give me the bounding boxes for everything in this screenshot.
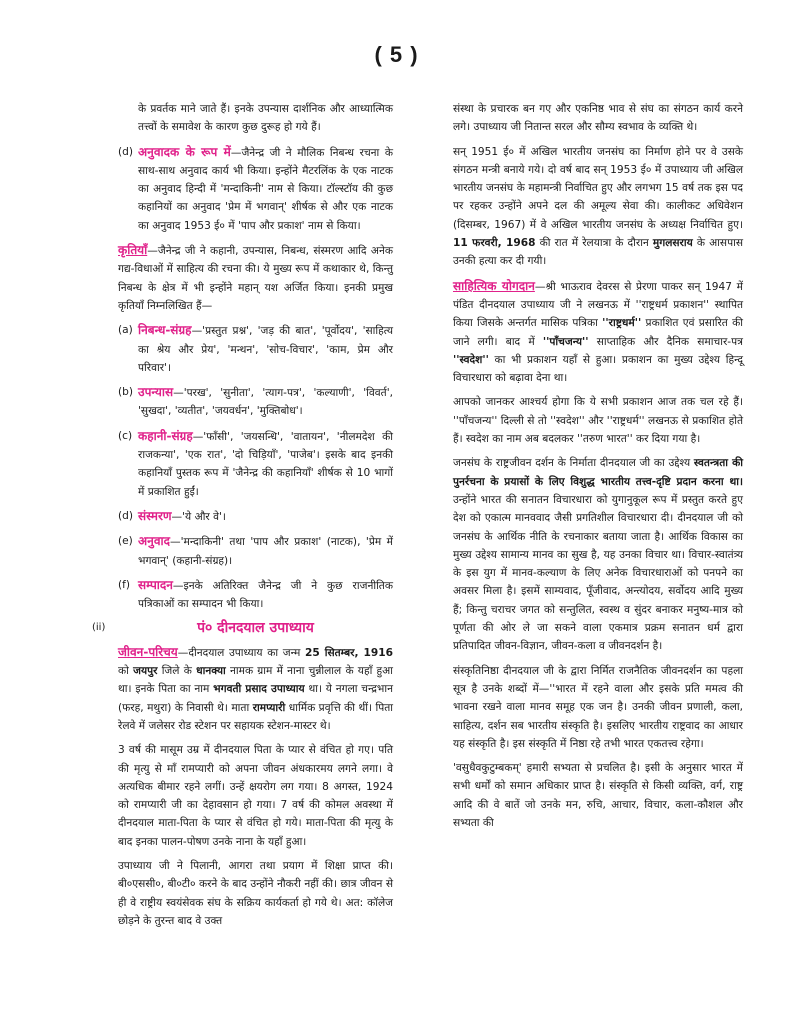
place-name: मुगलसराय: [652, 237, 693, 250]
section-label: (ii): [92, 622, 106, 634]
item-text: —इनके अतिरिक्त जैनेन्द्र जी ने कुछ राजनीतिक पत्रिकाओं का सम्पादन भी किया।: [138, 579, 393, 611]
page-number: ( 5 ): [374, 42, 419, 67]
section-title: पं० दीनदयाल उपाध्याय: [197, 620, 314, 637]
text-run: साप्ताहिक और दैनिक समाचार-पत्र: [588, 335, 743, 348]
item-text: —'फाँसी', 'जयसन्धि', 'वातायन', 'नीलमदेश की राजकन्या', 'एक रात', 'दो चिड़ियाँ', 'पाजेब'। इसके बाद इनकी कहानियाँ पुस्तक रूप में 'जैनेन्द्र की कहानियाँ' शीर्षक से 10 भागों में प्रकाशित हुईं।: [138, 430, 393, 498]
paragraph-childhood: 3 वर्ष की मासूम उम्र में दीनदयाल पिता के प्यार से वंचित हो गए। पति की मृत्यु से माँ रामप्यारी को अपना जीवन अंधकारमय लगने लगा। वे अत्यधिक बीमार रहने लगीं। उन्हें क्षयरोग लग गया। 8 अगस्त, 1924 को रामप्यारी जी का देहावसान हो गया। 7 वर्ष की कोमल अवस्था में दीनदयाल माता-पिता के प्यार से वंचित हो गये। माता-पिता की मृत्यु के बाद इनका पालन-पोषण उनके नाना के यहाँ हुआ।: [118, 744, 393, 848]
death-date: 11 फरवरी, 1968: [453, 237, 536, 250]
paragraph-sanskriti: संस्कृतिनिष्ठा दीनदयाल जी के द्वारा निर्मित राजनैतिक जीवनदर्शन का पहला सूत्र है उनके शब्दों में—''भारत में रहने वाला और इसके प्रति ममत्व की भावना रखने वाला मानव समूह एक जन है। उनकी जीवन प्रणाली, कला, साहित्य, दर्शन सब भारतीय संस्कृति है। इसलिए भारतीय राष्ट्रवाद का आधार यह संस्कृति है। इस संस्कृति में निष्ठा रहे तभी भारत एकतत्त्व रहेगा।: [453, 664, 743, 750]
item-label: (d): [118, 509, 133, 522]
left-column: [92, 100, 393, 936]
item-text: —'परख', 'सुनीता', 'त्याग-पत्र', 'कल्याणी', 'विवर्त', 'सुखदा', 'व्यतीत', 'जयवर्धन', 'मुक्तिबोध'।: [138, 387, 393, 418]
emphasis-text: स्वतन्त्रता की पुनर्रचना के प्रयासों के लिए विशुद्ध भारतीय तत्त्व-दृष्टि प्रदान करना था।: [453, 457, 743, 488]
paragraph-education: उपाध्याय जी ने पिलानी, आगरा तथा प्रयाग में शिक्षा प्राप्त की। बी०एससी०, बी०टी० करने के बाद उन्होंने नौकरी नहीं की। छात्र जीवन से ही वे राष्ट्रीय स्वयंसेवक संघ के सक्रिय कार्यकर्ता हो गये थे। अत: कॉलेज छोड़ने के तुरन्त बाद वे उक्त: [118, 859, 393, 927]
item-label: (b): [118, 386, 133, 399]
text-run: —श्री भाऊराव देवरस से प्रेरणा पाकर सन् 1947 में पंडित दीनदयाल उपाध्याय जी ने लखनऊ में ''राष्ट्रधर्म प्रकाशन'' स्थापित किया जिसके अन्तर्गत मासिक पत्रिका: [453, 280, 743, 330]
list-item: [118, 427, 393, 501]
text-run: प्रकाशित एवं प्रसारित की जाने लगी। बाद में: [453, 317, 743, 348]
item-heading: संस्मरण: [138, 508, 172, 523]
place-name: जयपुर: [133, 665, 158, 678]
list-item: [118, 383, 393, 421]
father-name: भगवती प्रसाद उपाध्याय: [213, 683, 305, 696]
text-run: को: [118, 665, 134, 678]
text-run: उन्होंने भारत की सनातन विचारधारा को युगानुकूल रूप में प्रस्तुत करते हुए देश को एकात्म मानववाद जैसी प्रगतिशील विचारधारा दी। दीनदयाल जी को जनसंघ के आर्थिक नीति के रचनाकार बताया जाता है। आर्थिक विकास का मुख्य उद्देश्य सामान्य मानव का सुख है, यह उनका विचार था। विचार-स्वातंत्र्य के इस युग में मानव-कल्याण के लिए अनेक विचारधाराओं को पनपने का अवसर मिला है। इसमें साम्यवाद, पूँजीवाद, अन्त्योदय, सर्वोदय आदि मुख्य हैं; किन्तु चराचर जगत को सन्तुलित, स्वस्थ व सुंदर बनाकर मनुष्य-मात्र को पूर्णता की ओर ले जा सकने वाला एकमात्र प्रक्रम सनातन धर्म द्वारा प्रतिपादित जीवन-विज्ञान, जीवन-कला व जीवनदर्शन है।: [453, 493, 743, 653]
list-item: [118, 532, 393, 570]
item-text: —'ये और वे'।: [171, 510, 226, 523]
publication-name: ''पाँचजन्य'': [542, 335, 589, 348]
text-run: का भी प्रकाशन यहाँ से हुआ। प्रकाशन का मुख्य उद्देश्य हिन्दू विचारधारा को बढ़ावा देना था।: [453, 353, 743, 385]
item-label: (d): [118, 145, 133, 158]
paragraph-jeevan-parichay: [118, 643, 393, 735]
item-label: (e): [118, 535, 133, 548]
list-item: [118, 507, 393, 526]
paragraph-publications: आपको जानकर आश्चर्य होगा कि ये सभी प्रकाशन आज तक चल रहे हैं। ''पाँचजन्य'' दिल्ली से तो ''स्वदेश'' और ''राष्ट्रधर्म'' लखनऊ से प्रकाशित होते हैं। स्वदेश का नाम अब बदलकर ''तरुण भारत'' कर दिया गया है।: [453, 396, 743, 446]
section-heading: [92, 619, 393, 638]
paragraph-intro: के प्रवर्तक माने जाते हैं। इनके उपन्यास दार्शनिक और आध्यात्मिक तत्त्वों के समावेश के कारण कुछ दुरूह हो गये हैं।: [138, 103, 393, 134]
item-heading: उपन्यास: [138, 385, 174, 400]
text-run: था। ये नगला चन्द्रभान (फरह, मथुरा) के निवासी थे। माता: [118, 683, 393, 714]
item-text: —जैनेन्द्र जी ने मौलिक निबन्ध रचना के साथ-साथ अनुवाद कार्य भी किया। इन्होंने मैटरलिंक के एक नाटक का अनुवाद हिन्दी में 'मन्दाकिनी' नाम से किया। टॉल्स्टॉय की कुछ कहानियों का अनुवाद 'प्रेम में भगवान्' शीर्षक से और एक नाटक का अनुवाद 1953 ई० में 'पाप और प्रकाश' नाम से किया।: [138, 146, 393, 232]
item-heading: निबन्ध-संग्रह: [138, 323, 192, 338]
kritiyan-heading: कृतियाँ: [118, 243, 148, 258]
paragraph-continued: संस्था के प्रचारक बन गए और एकनिष्ठ भाव से संघ का संगठन कार्य करने लगे। उपाध्याय जी नितान्त सरल और सौम्य स्वभाव के व्यक्ति थे।: [453, 103, 743, 134]
birth-date: 25 सितम्बर, 1916: [304, 646, 393, 659]
text-run: की रात में रेलयात्रा के दौरान: [535, 237, 653, 250]
list-item: [118, 576, 393, 614]
item-heading: कहानी-संग्रह: [138, 428, 193, 443]
text-run: सन् 1951 ई० में अखिल भारतीय जनसंघ का निर्माण होने पर वे उसके संगठन मन्त्री बनाये गये। दो वर्ष बाद सन् 1953 ई० में उपाध्याय जी अखिल भारतीय जनसंघ के महामन्त्री निर्वाचित हुए और लगभग 15 वर्ष तक इस पद पर रहकर उन्होंने अपने दल की अमूल्य सेवा की। कालीकट अधिवेशन (दिसम्बर, 1967) में वे अखिल भारतीय जनसंघ के अध्यक्ष निर्वाचित हुए।: [453, 145, 743, 231]
text-run: के आसपास उनकी हत्या कर दी गयी।: [453, 237, 743, 268]
item-text: —'प्रस्तुत प्रश्न', 'जड़ की बात', 'पूर्वोदय', 'साहित्य का श्रेय और प्रेय', 'मन्थन', 'सोच-विचार', 'काम, प्रेम और परिवार'।: [138, 325, 393, 374]
jeevan-heading: जीवन-परिचय: [118, 644, 178, 659]
list-item-anuvadak: [118, 143, 393, 235]
paragraph-sahityik-yogdan: [453, 277, 743, 388]
item-text: —'मन्दाकिनी' तथा 'पाप और प्रकाश' (नाटक), 'प्रेम में भगवान्' (कहानी-संग्रह)।: [138, 536, 393, 567]
right-column: [453, 100, 743, 838]
text-run: नामक ग्राम में नाना चुन्नीलाल के यहाँ हुआ था। इनके पिता का नाम: [118, 665, 393, 696]
text-run: —दीनदयाल उपाध्याय का जन्म: [177, 646, 305, 659]
text-run: धार्मिक प्रवृत्ति की थीं। पिता रेलवे में जलेसर रोड स्टेशन पर सहायक स्टेशन-मास्टर थे।: [118, 701, 393, 732]
item-label: (a): [118, 324, 133, 337]
text-run: जिले के: [157, 665, 197, 678]
list-item: [118, 321, 393, 377]
publication-name: ''स्वदेश'': [453, 353, 489, 366]
paragraph-jansangh-history: [453, 143, 743, 271]
item-heading: अनुवादक के रूप में: [138, 144, 231, 159]
paragraph-ideology: [453, 454, 743, 655]
sahitya-heading: साहित्यिक योगदान: [453, 278, 535, 293]
kritiyan-text: —जैनेन्द्र जी ने कहानी, उपन्यास, निबन्ध, संस्मरण आदि अनेक गद्य-विधाओं में साहित्य की रचना की। ये मुख्य रूप में कथाकार थे, किन्तु निबन्ध के क्षेत्र में भी इन्होंने महान् यश अर्जित किया। इनकी प्रमुख कृतियाँ निम्नलिखित हैं—: [118, 245, 393, 312]
item-heading: सम्पादन: [138, 577, 173, 592]
publication-name: ''राष्ट्रधर्म'': [602, 317, 642, 330]
text-run: जनसंघ के राष्ट्रजीवन दर्शन के निर्माता दीनदयाल जी का उद्देश्य: [453, 457, 694, 470]
paragraph-kritiyan: [118, 241, 393, 315]
village-name: धानक्या: [196, 665, 226, 678]
mother-name: रामप्यारी: [252, 701, 286, 714]
paragraph-vasudhaiva: 'वसुधैवकुटुम्बकम्' हमारी सभ्यता से प्रचलित है। इसी के अनुसार भारत में सभी धर्मों को समान अधिकार प्राप्त है। संस्कृति से किसी व्यक्ति, वर्ग, राष्ट्र आदि की वे बातें जो उनके मन, रुचि, आचार, विचार, कला-कौशल और सभ्यता की: [453, 762, 743, 829]
item-label: (f): [118, 578, 130, 591]
item-label: (c): [118, 429, 133, 442]
item-heading: अनुवाद: [138, 534, 170, 549]
